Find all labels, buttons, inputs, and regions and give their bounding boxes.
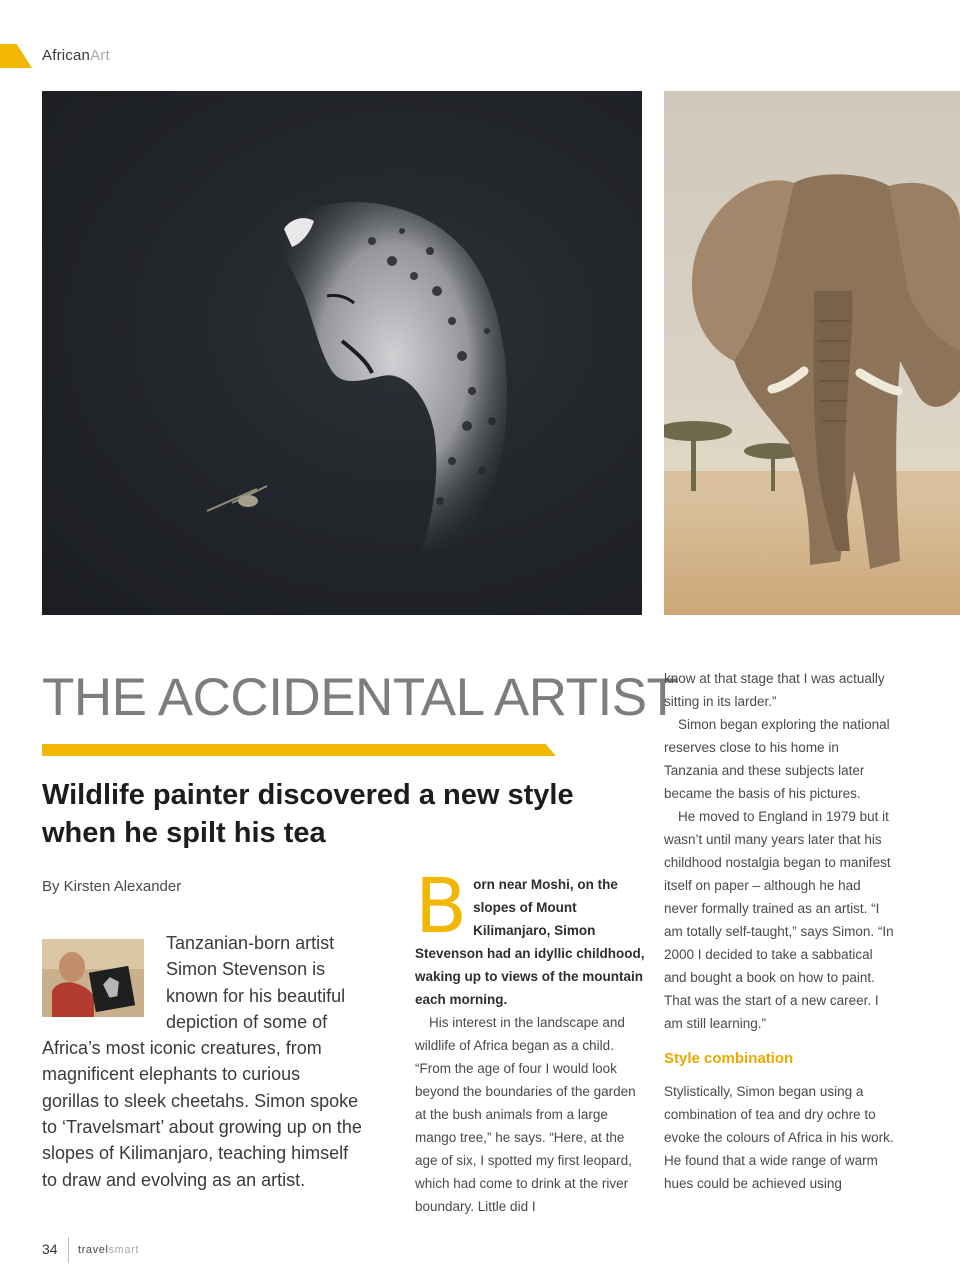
article-byline: By Kirsten Alexander <box>42 878 182 895</box>
footer-divider <box>68 1237 69 1263</box>
lead-paragraph <box>415 861 647 1011</box>
body-column-right <box>664 667 896 1195</box>
article-title: THE ACCIDENTAL ARTIST <box>42 668 679 727</box>
body-paragraph-5: Stylistically, Simon began using a combination of tea and dry ochre to evoke the colours of Africa in his work. He found that a wide range of warm hues could be achieved using <box>664 1084 894 1191</box>
magazine-name-strong: travel <box>78 1244 109 1256</box>
section-label <box>42 47 110 64</box>
body-paragraph-4: He moved to England in 1979 but it wasn’t until many years later that his childhood nostalgia began to manifest itself on paper – although he had never formally trained as an artist. “I am totally self-taught,” says Simon. “In 2000 I decided to take a sabbatical and bought a book on how to paint. That was the start of a new career. I am still learning.” <box>664 809 894 1031</box>
body-paragraph-3: Simon began exploring the national reserves close to his home in Tanzania and these subjects later became the basis of his pictures. <box>664 717 890 801</box>
section-tab-marker <box>0 44 32 68</box>
section-label-light: Art <box>90 47 110 64</box>
title-underline-bar <box>42 744 556 756</box>
intro-text: Tanzanian-born artist Simon Stevenson is known for his beautiful depiction of some of Africa’s most iconic creatures, from magnificent elephants to curious gorillas to sleek cheetahs. Simon spoke to ‘Travelsmart’ about growing up on the slopes of Kilimanjaro, teaching himself to draw and evolving as an artist. <box>42 933 362 1190</box>
body-column-middle <box>415 861 647 1218</box>
body-paragraph-1: His interest in the landscape and wildlife of Africa began as a child. “From the age of four I would look beyond the boundaries of the garden at the bush animals from a large mango tree,” he says. “Here, at the age of six, I spotted my first leopard, which had come to drink at the river boundary. Little did I <box>415 1015 636 1214</box>
page-number: 34 <box>42 1241 58 1257</box>
intro-photo-wrap-spacer <box>42 930 166 1035</box>
lead-text: orn near Moshi, on the slopes of Mount Kilimanjaro, Simon Stevenson had an idyllic childhood, waking up to views of the mountain each morning. <box>415 877 645 1007</box>
intro-paragraph <box>42 930 362 1193</box>
cheetah-painting-image <box>42 91 642 615</box>
body-paragraph-continued: know at that stage that I was actually sitting in its larder.” <box>664 671 885 709</box>
magazine-name-light: smart <box>108 1244 139 1256</box>
section-label-strong: African <box>42 47 91 64</box>
section-subhead: Style combination <box>664 1050 794 1067</box>
drop-cap-letter: B <box>415 861 468 950</box>
elephant-painting-image <box>664 91 960 615</box>
article-standfirst: Wildlife painter discovered a new style when he spilt his tea <box>42 779 574 849</box>
magazine-name <box>78 1244 139 1256</box>
